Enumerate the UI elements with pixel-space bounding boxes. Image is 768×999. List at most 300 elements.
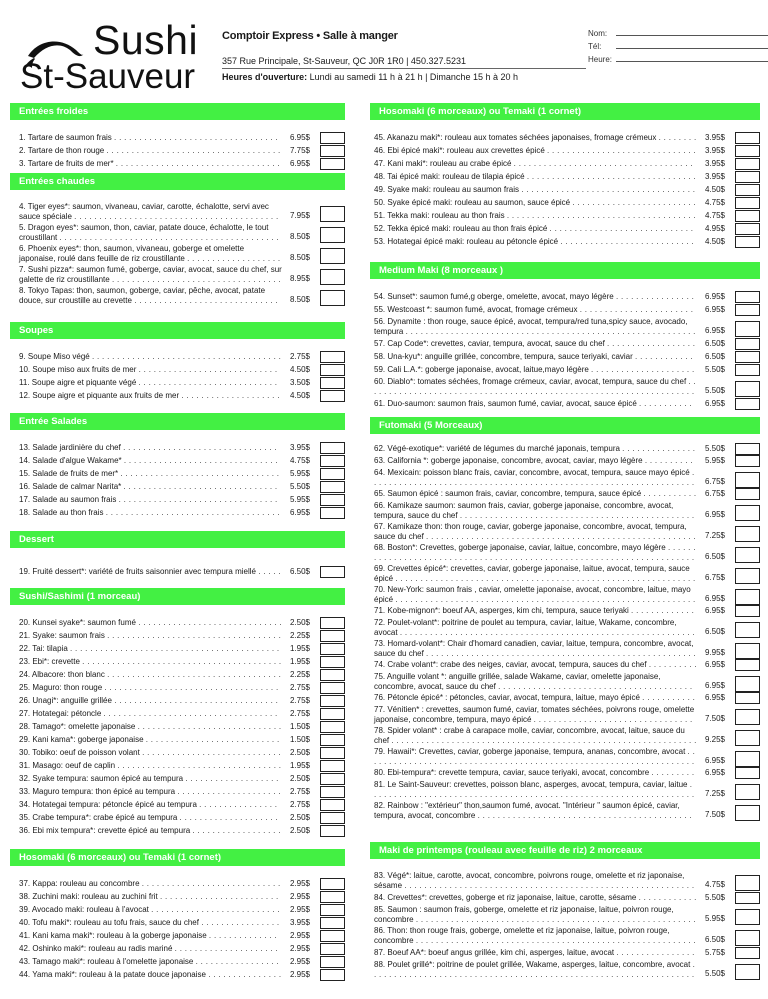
item-text: 66. Kamikaze saumon: saumon frais, caviar, goberge japonaise, concombre, avocat, tempura, sauce du chef [374, 501, 674, 520]
menu-item [370, 157, 760, 170]
quantity-checkbox[interactable] [735, 171, 760, 183]
item-text: 45. Akanazu maki*: rouleau aux tomates séchées japonaises, fromage crémeux [374, 133, 657, 142]
quantity-checkbox[interactable] [735, 547, 760, 563]
time-line[interactable] [616, 61, 768, 62]
opening-hours [222, 72, 586, 82]
item-description [10, 681, 282, 694]
name-line[interactable] [616, 35, 768, 36]
menu-item [370, 692, 760, 704]
quantity-checkbox[interactable] [735, 709, 760, 725]
item-price: 2.50$ [289, 813, 310, 822]
item-description [370, 563, 697, 584]
dot-leader: . . . . . . . . . . . . . . . . . . . . . . . . . . . . . . . . . . [111, 275, 281, 284]
item-price: 6.50$ [704, 339, 725, 348]
menu-item [370, 891, 760, 904]
quantity-checkbox[interactable] [735, 875, 760, 891]
quantity-checkbox[interactable] [735, 964, 760, 980]
quantity-checkbox[interactable] [735, 767, 760, 779]
item-price: 2.95$ [289, 970, 310, 979]
menu-item [370, 363, 760, 376]
dot-leader: . . . . . . . . . . . . . . . . . . . . . . . . . . . . . . . . . . . . . . . . . . . . . . . . . . . . . . . . [415, 915, 696, 924]
dot-leader: . . . . . . . . . . . . . . . . [616, 948, 695, 957]
dot-leader: . . . . . . . . . . . . [638, 893, 697, 902]
item-price: 6.95$ [704, 594, 725, 603]
menu-item [10, 877, 345, 890]
dot-leader: . . . . . . . . . . . . . . . . . . . . . . . . . . . . . . . . . . . . . . . . . . . . [59, 233, 279, 242]
item-description [10, 903, 282, 916]
item-price: 3.95$ [704, 172, 725, 181]
quantity-checkbox[interactable] [320, 390, 345, 402]
quantity-checkbox[interactable] [320, 812, 345, 824]
dot-leader: . . . . . . . . . . . . . . . . [615, 292, 695, 301]
quantity-checkbox[interactable] [735, 223, 760, 235]
quantity-checkbox[interactable] [320, 904, 345, 916]
quantity-checkbox[interactable] [320, 878, 345, 890]
quantity-checkbox[interactable] [320, 695, 345, 707]
item-description [370, 337, 697, 350]
item-description [10, 720, 282, 733]
item-price: 6.50$ [289, 567, 310, 576]
item-text: 25. Maguro: thon rouge [19, 683, 103, 692]
quantity-checkbox[interactable] [735, 909, 760, 925]
quantity-checkbox[interactable] [320, 442, 345, 454]
menu-item [10, 798, 345, 811]
item-text: 39. Avocado maki: rouleau à l'avocat [19, 905, 149, 914]
quantity-checkbox[interactable] [735, 381, 760, 397]
menu-item [370, 170, 760, 183]
quantity-checkbox[interactable] [735, 676, 760, 692]
item-price: 2.75$ [289, 352, 310, 361]
menu-item [10, 376, 345, 389]
item-description [370, 488, 697, 500]
quantity-checkbox[interactable] [735, 643, 760, 659]
menu-item [370, 638, 760, 659]
menu-item [10, 264, 345, 285]
dot-leader: . . . . . [258, 567, 281, 576]
dot-leader: . . . . . . . . . . . . . . . . . . . . [181, 391, 280, 400]
item-description [10, 454, 282, 467]
quantity-checkbox[interactable] [320, 734, 345, 746]
dot-leader: . . . . . . . . . . . . . . . . . . . . . . . . [159, 892, 279, 901]
quantity-checkbox[interactable] [320, 656, 345, 668]
quantity-checkbox[interactable] [735, 398, 760, 410]
quantity-checkbox[interactable] [320, 669, 345, 681]
quantity-checkbox[interactable] [320, 969, 345, 981]
dot-leader: . . . . . . . . . . . . . . . . . . . . . . . . . . . [560, 237, 695, 246]
item-description [10, 929, 282, 942]
dot-leader: . . . . . . . . . . [644, 456, 693, 465]
item-text: 16. Salade de calmar Narita* [19, 482, 122, 491]
dot-leader: . . . . . . . . . . . . . . . . . . . . . . . . . . . . . . . . . [117, 761, 282, 770]
item-text: 9. Soupe Miso végé [19, 352, 90, 361]
quantity-checkbox[interactable] [320, 930, 345, 942]
item-price: 5.50$ [704, 444, 725, 453]
menu-item [10, 243, 345, 264]
quantity-checkbox[interactable] [735, 455, 760, 467]
quantity-checkbox[interactable] [320, 227, 345, 243]
item-description [10, 131, 282, 144]
quantity-checkbox[interactable] [320, 747, 345, 759]
item-price: 6.95$ [704, 399, 725, 408]
item-price: 6.95$ [704, 326, 725, 335]
quantity-checkbox[interactable] [735, 568, 760, 584]
quantity-checkbox[interactable] [320, 956, 345, 968]
section-title: Entrées chaudes [10, 173, 345, 190]
item-text: 60. Diablo*: tomates séchées, fromage crémeux, caviar, avocat, tempura, sauce du chef [374, 377, 687, 386]
quantity-checkbox[interactable] [320, 377, 345, 389]
item-text: 83. Végé*: laitue, carotte, avocat, concombre, poivrons rouge, omelette et riz japonaise, sésame [374, 871, 685, 890]
quantity-checkbox[interactable] [320, 773, 345, 785]
quantity-checkbox[interactable] [320, 481, 345, 493]
item-text: 54. Sunset*: saumon fumé,g oberge, omelette, avocat, mayo légère [374, 292, 614, 301]
quantity-checkbox[interactable] [735, 589, 760, 605]
menu-item [10, 629, 345, 642]
quantity-checkbox[interactable] [735, 236, 760, 248]
item-text: 12. Soupe aigre et piquante aux fruits de mer [19, 391, 180, 400]
dot-leader: . . . . . . . . . . . . . . . . . . . . . . . . . . . . [138, 378, 278, 387]
menu-section [10, 849, 345, 981]
menu-item [370, 925, 760, 946]
quantity-checkbox[interactable] [320, 643, 345, 655]
item-text: 50. Syake épicé maki: rouleau au saumon, sauce épicé [374, 198, 571, 207]
item-text: 49. Syake maki: rouleau au saumon frais [374, 185, 519, 194]
item-description [370, 925, 697, 946]
menu-item [10, 707, 345, 720]
dot-leader: . . . . . . . . . . . . . . . . . . . . . . . . . . . . . . . . . . . [106, 146, 281, 155]
dot-leader: . . . . . . . . . . . . . . . . . . . . . . . . . . . . . . [547, 146, 696, 155]
quantity-checkbox[interactable] [735, 210, 760, 222]
quantity-checkbox[interactable] [320, 132, 345, 144]
item-text: 56. Dynamite : thon rouge, sauce épicé, avocat, tempura/red tuna,spicy sauce, avocado, tempura [374, 317, 688, 336]
item-text: 67. Kamikaze thon: thon rouge, caviar, goberge japonaise, concombre, avocat, tempura, sauce du chef [374, 522, 687, 541]
quantity-checkbox[interactable] [320, 682, 345, 694]
dot-leader: . . . . . . . . . . . . . . . . . . . . . . . . . . . . . . . . . . . . . . . . . . . [477, 811, 693, 820]
quantity-checkbox[interactable] [320, 455, 345, 467]
item-text: 30. Tobiko: oeuf de poisson volant [19, 748, 140, 757]
menu-item [10, 642, 345, 655]
item-description [10, 655, 282, 668]
item-text: 29. Kani kama*: goberge japonaise [19, 735, 144, 744]
item-price: 4.50$ [289, 365, 310, 374]
quantity-checkbox[interactable] [735, 351, 760, 363]
quantity-checkbox[interactable] [735, 692, 760, 704]
quantity-checkbox[interactable] [735, 184, 760, 196]
quantity-checkbox[interactable] [735, 158, 760, 170]
item-description [10, 441, 282, 454]
item-price: 6.95$ [704, 693, 725, 702]
item-price: 8.95$ [289, 274, 310, 283]
menu-item [370, 183, 760, 196]
order-form [588, 25, 768, 64]
item-description [10, 467, 282, 480]
menu-section [10, 413, 345, 519]
menu-section [10, 531, 345, 578]
menu-item [10, 454, 345, 467]
quantity-checkbox[interactable] [320, 494, 345, 506]
dot-leader: . . . . . . . . . . . . . . . . . . . . . . . . . . . . . . . . . . . . . . . . . . . . . . . [459, 511, 695, 520]
menu-item [10, 929, 345, 942]
menu-item [370, 725, 760, 746]
dot-leader: . . . . . . . . . . . . . . . . . . [192, 826, 281, 835]
item-text: 59. Cali L.A.*: goberge japonaise, avocat, laitue,mayo légère [374, 365, 589, 374]
item-price: 6.95$ [704, 606, 725, 615]
item-price: 6.95$ [704, 768, 725, 777]
item-text: 86. Thon: thon rouge frais, goberge, omelette et riz japonaise, laitue, poivron rouge, concombre [374, 926, 670, 945]
item-price: 3.50$ [289, 378, 310, 387]
dot-leader: . . . . . . . . . . . . [635, 352, 694, 361]
item-price: 2.50$ [289, 618, 310, 627]
item-price: 4.95$ [704, 224, 725, 233]
item-text: 23. Ebi*: crevette [19, 657, 80, 666]
item-text: 38. Zuchini maki: rouleau au zuchini frit [19, 892, 158, 901]
dot-leader: . . . . . . . . . . . . . . . . . . . . . . . . . . . . . . . . . . . . . . . . . . . . . . . . . . . . . . . . . . . . . . . . . . [374, 747, 696, 766]
item-text: 84. Crevettes*: crevettes, goberge et riz japonaise, laitue, carotte, sésame [374, 893, 637, 902]
item-price: 2.25$ [289, 631, 310, 640]
item-text: 32. Syake tempura: saumon épicé au tempura [19, 774, 184, 783]
item-description [370, 617, 697, 638]
item-price: 2.95$ [289, 957, 310, 966]
dot-leader: . . . . . . . . . . . . . . . [622, 444, 696, 453]
menu-item [370, 500, 760, 521]
menu-item [370, 704, 760, 725]
quantity-checkbox[interactable] [320, 617, 345, 629]
item-description [370, 746, 697, 767]
item-price: 2.75$ [289, 683, 310, 692]
item-text: 21. Syake: saumon frais [19, 631, 105, 640]
item-description [370, 605, 697, 617]
item-text: 31. Masago: oeuf de caplin [19, 761, 116, 770]
menu-section [10, 103, 345, 170]
item-description [370, 671, 697, 692]
menu-item [10, 916, 345, 929]
quantity-checkbox[interactable] [735, 472, 760, 488]
dot-leader: . . . . . . . . . . . . . . . . [201, 918, 280, 927]
item-text: 13. Salade jardinière du chef [19, 443, 121, 452]
item-price: 5.50$ [704, 969, 725, 978]
quantity-checkbox[interactable] [320, 269, 345, 285]
item-description [370, 904, 697, 925]
menu-item [370, 542, 760, 563]
item-text: 20. Kunsei syake*: saumon fumé [19, 618, 136, 627]
quantity-checkbox[interactable] [735, 364, 760, 376]
item-text: 10. Soupe miso aux fruits de mer [19, 365, 137, 374]
item-price: 2.25$ [289, 670, 310, 679]
item-text: 73. Homard-volant*: Chair d'homard canadien, caviar, laitue, tempura, concombre, avocat, sauce du chef [374, 639, 694, 658]
quantity-checkbox[interactable] [735, 751, 760, 767]
dot-leader: . . . . . . . . . . . . . . . . . . . . . . . . . . . . . . . . . . . . . . . . . . . . . . . . . . . . . . . . [415, 936, 696, 945]
menu-item [370, 671, 760, 692]
restaurant-info [222, 30, 586, 82]
quantity-checkbox[interactable] [320, 891, 345, 903]
item-text: 68. Boston*: Crevettes, goberge japonaise, caviar, laitue, concombre, mayo légère [374, 543, 666, 552]
quantity-checkbox[interactable] [735, 892, 760, 904]
item-text: 5. Dragon eyes*: saumon, thon, caviar, patate douce, échalotte, le tout croustillant [19, 223, 269, 242]
quantity-checkbox[interactable] [735, 805, 760, 821]
quantity-checkbox[interactable] [320, 290, 345, 306]
quantity-checkbox[interactable] [320, 786, 345, 798]
menu-item [10, 824, 345, 837]
menu-item [370, 350, 760, 363]
name-field[interactable] [588, 25, 768, 38]
item-text: 22. Tai: tilapia [19, 644, 68, 653]
item-description [370, 891, 697, 904]
quantity-checkbox[interactable] [320, 145, 345, 157]
quantity-checkbox[interactable] [735, 197, 760, 209]
item-description [370, 196, 697, 209]
item-description [370, 222, 697, 235]
quantity-checkbox[interactable] [735, 443, 760, 455]
menu-item [10, 720, 345, 733]
section-title: Medium Maki (8 morceaux ) [370, 262, 760, 279]
item-price: 2.75$ [289, 787, 310, 796]
dot-leader: . . . . . . . . . . . . . . . . . . . . . . . . . . . . . . . . . . . . . . . . . [74, 212, 279, 221]
item-text: 43. Tamago maki*: rouleau à l'omelette japonaise [19, 957, 194, 966]
item-text: 81. Le Saint-Sauveur: crevettes, poisson blanc, asperges, avocat, tempura, caviar, laitue [374, 780, 688, 789]
quantity-checkbox[interactable] [735, 659, 760, 671]
quantity-checkbox[interactable] [735, 947, 760, 959]
menu-item [10, 441, 345, 454]
menu-item [370, 337, 760, 350]
item-description [10, 144, 282, 157]
item-description [370, 455, 697, 467]
item-price: 5.95$ [289, 469, 310, 478]
quantity-checkbox[interactable] [320, 158, 345, 170]
menu-item [370, 617, 760, 638]
item-price: 7.75$ [289, 146, 310, 155]
item-text: 48. Tai épicé maki: rouleau de tilapia épicé [374, 172, 525, 181]
menu-item [370, 563, 760, 584]
item-price: 3.95$ [704, 133, 725, 142]
item-text: 1. Tartare de saumon frais [19, 133, 112, 142]
dot-leader: . . . . . . . . . . . . . . . . . . . . . . . . . . . . . . . . . . . . . . [91, 352, 282, 361]
quantity-checkbox[interactable] [320, 943, 345, 955]
item-text: 34. Hotategai tempura: pétoncle épicé au tempura [19, 800, 197, 809]
quantity-checkbox[interactable] [735, 605, 760, 617]
item-text: 63. California *: goberge japonaise, concombre, avocat, caviar, mayo légère [374, 456, 643, 465]
menu-item [10, 733, 345, 746]
item-text: 82. Rainbow : "extérieur" thon,saumon fumé, avocat. "Intérieur " saumon épicé, caviar, tempura, avocat, concombre [374, 801, 680, 820]
tagline: Comptoir Express • Salle à manger [222, 30, 398, 42]
quantity-checkbox[interactable] [320, 248, 345, 264]
dot-leader: . . . . . . . . . . . . . . . . . . . . . [177, 787, 281, 796]
quantity-checkbox[interactable] [735, 132, 760, 144]
item-text: 70. New-York: saumon frais , caviar, omelette japonaise, avocat, concombre, laitue, mayo épicé [374, 585, 691, 604]
item-price: 2.95$ [289, 879, 310, 888]
time-field[interactable] [588, 51, 768, 64]
item-text: 64. Mexicain: poisson blanc frais, caviar, concombre, avocat, tempura, sauce mayo épicé [374, 468, 690, 477]
item-text: 36. Ebi mix tempura*: crevette épicé au tempura [19, 826, 191, 835]
logo-line2: St-Sauveur [20, 57, 196, 96]
item-text: 61. Duo-saumon: saumon frais, saumon fumé, caviar, avocat, sauce épicé [374, 399, 637, 408]
quantity-checkbox[interactable] [320, 708, 345, 720]
item-text: 75. Anguille volant *: anguille grillée, salade Wakame, caviar, omelette japonaise, concombre, avocat, sauce du chef [374, 672, 661, 691]
quantity-checkbox[interactable] [735, 505, 760, 521]
quantity-checkbox[interactable] [735, 730, 760, 746]
item-price: 2.95$ [289, 931, 310, 940]
quantity-checkbox[interactable] [735, 338, 760, 350]
item-price: 7.50$ [704, 714, 725, 723]
phone-field[interactable] [588, 38, 768, 51]
menu-item [10, 890, 345, 903]
dot-leader: . . . . . . . . . . . . . . . . . . . . . . . . . . . . . . . . . . . . . . . . . . . . . . . . . . . . . . . . . . . . . [391, 736, 697, 745]
quantity-checkbox[interactable] [735, 488, 760, 500]
quantity-checkbox[interactable] [320, 206, 345, 222]
item-description [10, 694, 282, 707]
quantity-checkbox[interactable] [735, 622, 760, 638]
item-description [10, 363, 282, 376]
dot-leader: . . . . . . . . . . . . . . . . . . . . . . . . . . . . . . . . . . . [107, 631, 282, 640]
dot-leader: . . . . . . . . . . . . . . . . . . . . . . . . . . . . . . . . . . . . [513, 159, 693, 168]
item-text: 87. Boeuf AA*: boeuf angus grillée, kim chi, asperges, laitue, avocat [374, 948, 615, 957]
item-description [370, 376, 697, 397]
phone-line[interactable] [616, 48, 768, 49]
quantity-checkbox[interactable] [735, 784, 760, 800]
item-description [370, 170, 697, 183]
item-text: 62. Végé-exotique*: variété de légumes du marché japonais, tempura [374, 444, 620, 453]
quantity-checkbox[interactable] [735, 526, 760, 542]
item-text: 15. Salade de fruits de mer* [19, 469, 119, 478]
item-description [370, 779, 697, 800]
item-description [10, 565, 282, 578]
quantity-checkbox[interactable] [320, 630, 345, 642]
item-price: 5.95$ [704, 456, 725, 465]
quantity-checkbox[interactable] [320, 917, 345, 929]
item-text: 85. Saumon : saumon frais, goberge, omelette et riz japonaise, laitue, poivron rouge, concombre [374, 905, 674, 924]
quantity-checkbox[interactable] [320, 507, 345, 519]
quantity-checkbox[interactable] [320, 721, 345, 733]
section-title: Soupes [10, 322, 345, 339]
item-description [370, 467, 697, 488]
item-description [370, 235, 697, 248]
dot-leader: . . . . . . . . . . . . . . . . . . . . . . . . . . . . . . . . . . . . . . . . . . . . . . . . . . . . . . . . . . . . [395, 574, 696, 583]
quantity-checkbox[interactable] [735, 321, 760, 337]
menu-item [370, 870, 760, 891]
quantity-checkbox[interactable] [735, 930, 760, 946]
dot-leader: . . . . . . . . . . . [643, 489, 697, 498]
quantity-checkbox[interactable] [320, 468, 345, 480]
item-description [10, 811, 282, 824]
item-price: 6.95$ [289, 133, 310, 142]
quantity-checkbox[interactable] [320, 364, 345, 376]
item-description [10, 389, 282, 402]
quantity-checkbox[interactable] [320, 825, 345, 837]
dot-leader: . . . . . . . . . . . . . . . . . . . . . . . . . . . . . . . . . . . . . . . . . . . . . . . . . . . . . . . . . . . . . . . . . . . . . . [374, 543, 696, 562]
item-price: 6.50$ [704, 627, 725, 636]
section-title: Entrée Salades [10, 413, 345, 430]
item-description [10, 733, 282, 746]
item-price: 1.50$ [289, 722, 310, 731]
quantity-checkbox[interactable] [320, 351, 345, 363]
item-price: 8.50$ [289, 232, 310, 241]
dot-leader: . . . . . . . . . . . . . . . . . . . [187, 254, 281, 263]
item-price: 5.50$ [704, 365, 725, 374]
item-price: 4.50$ [704, 185, 725, 194]
item-description [370, 584, 697, 605]
section-title: Maki de printemps (rouleau avec feuille de riz) 2 morceaux [370, 842, 760, 859]
quantity-checkbox[interactable] [320, 760, 345, 772]
item-text: 57. Cap Code*: crevettes, caviar, tempura, avocat, sauce du chef [374, 339, 605, 348]
quantity-checkbox[interactable] [320, 799, 345, 811]
quantity-checkbox[interactable] [735, 304, 760, 316]
quantity-checkbox[interactable] [735, 145, 760, 157]
dot-leader: . . . . . . . . . . . . . . . . . . . . [179, 813, 278, 822]
quantity-checkbox[interactable] [735, 291, 760, 303]
item-description [370, 131, 697, 144]
quantity-checkbox[interactable] [320, 566, 345, 578]
menu-item [370, 397, 760, 410]
item-description [10, 798, 282, 811]
dot-leader: . . . . . . . . . . . . . . . . . . [607, 339, 696, 348]
